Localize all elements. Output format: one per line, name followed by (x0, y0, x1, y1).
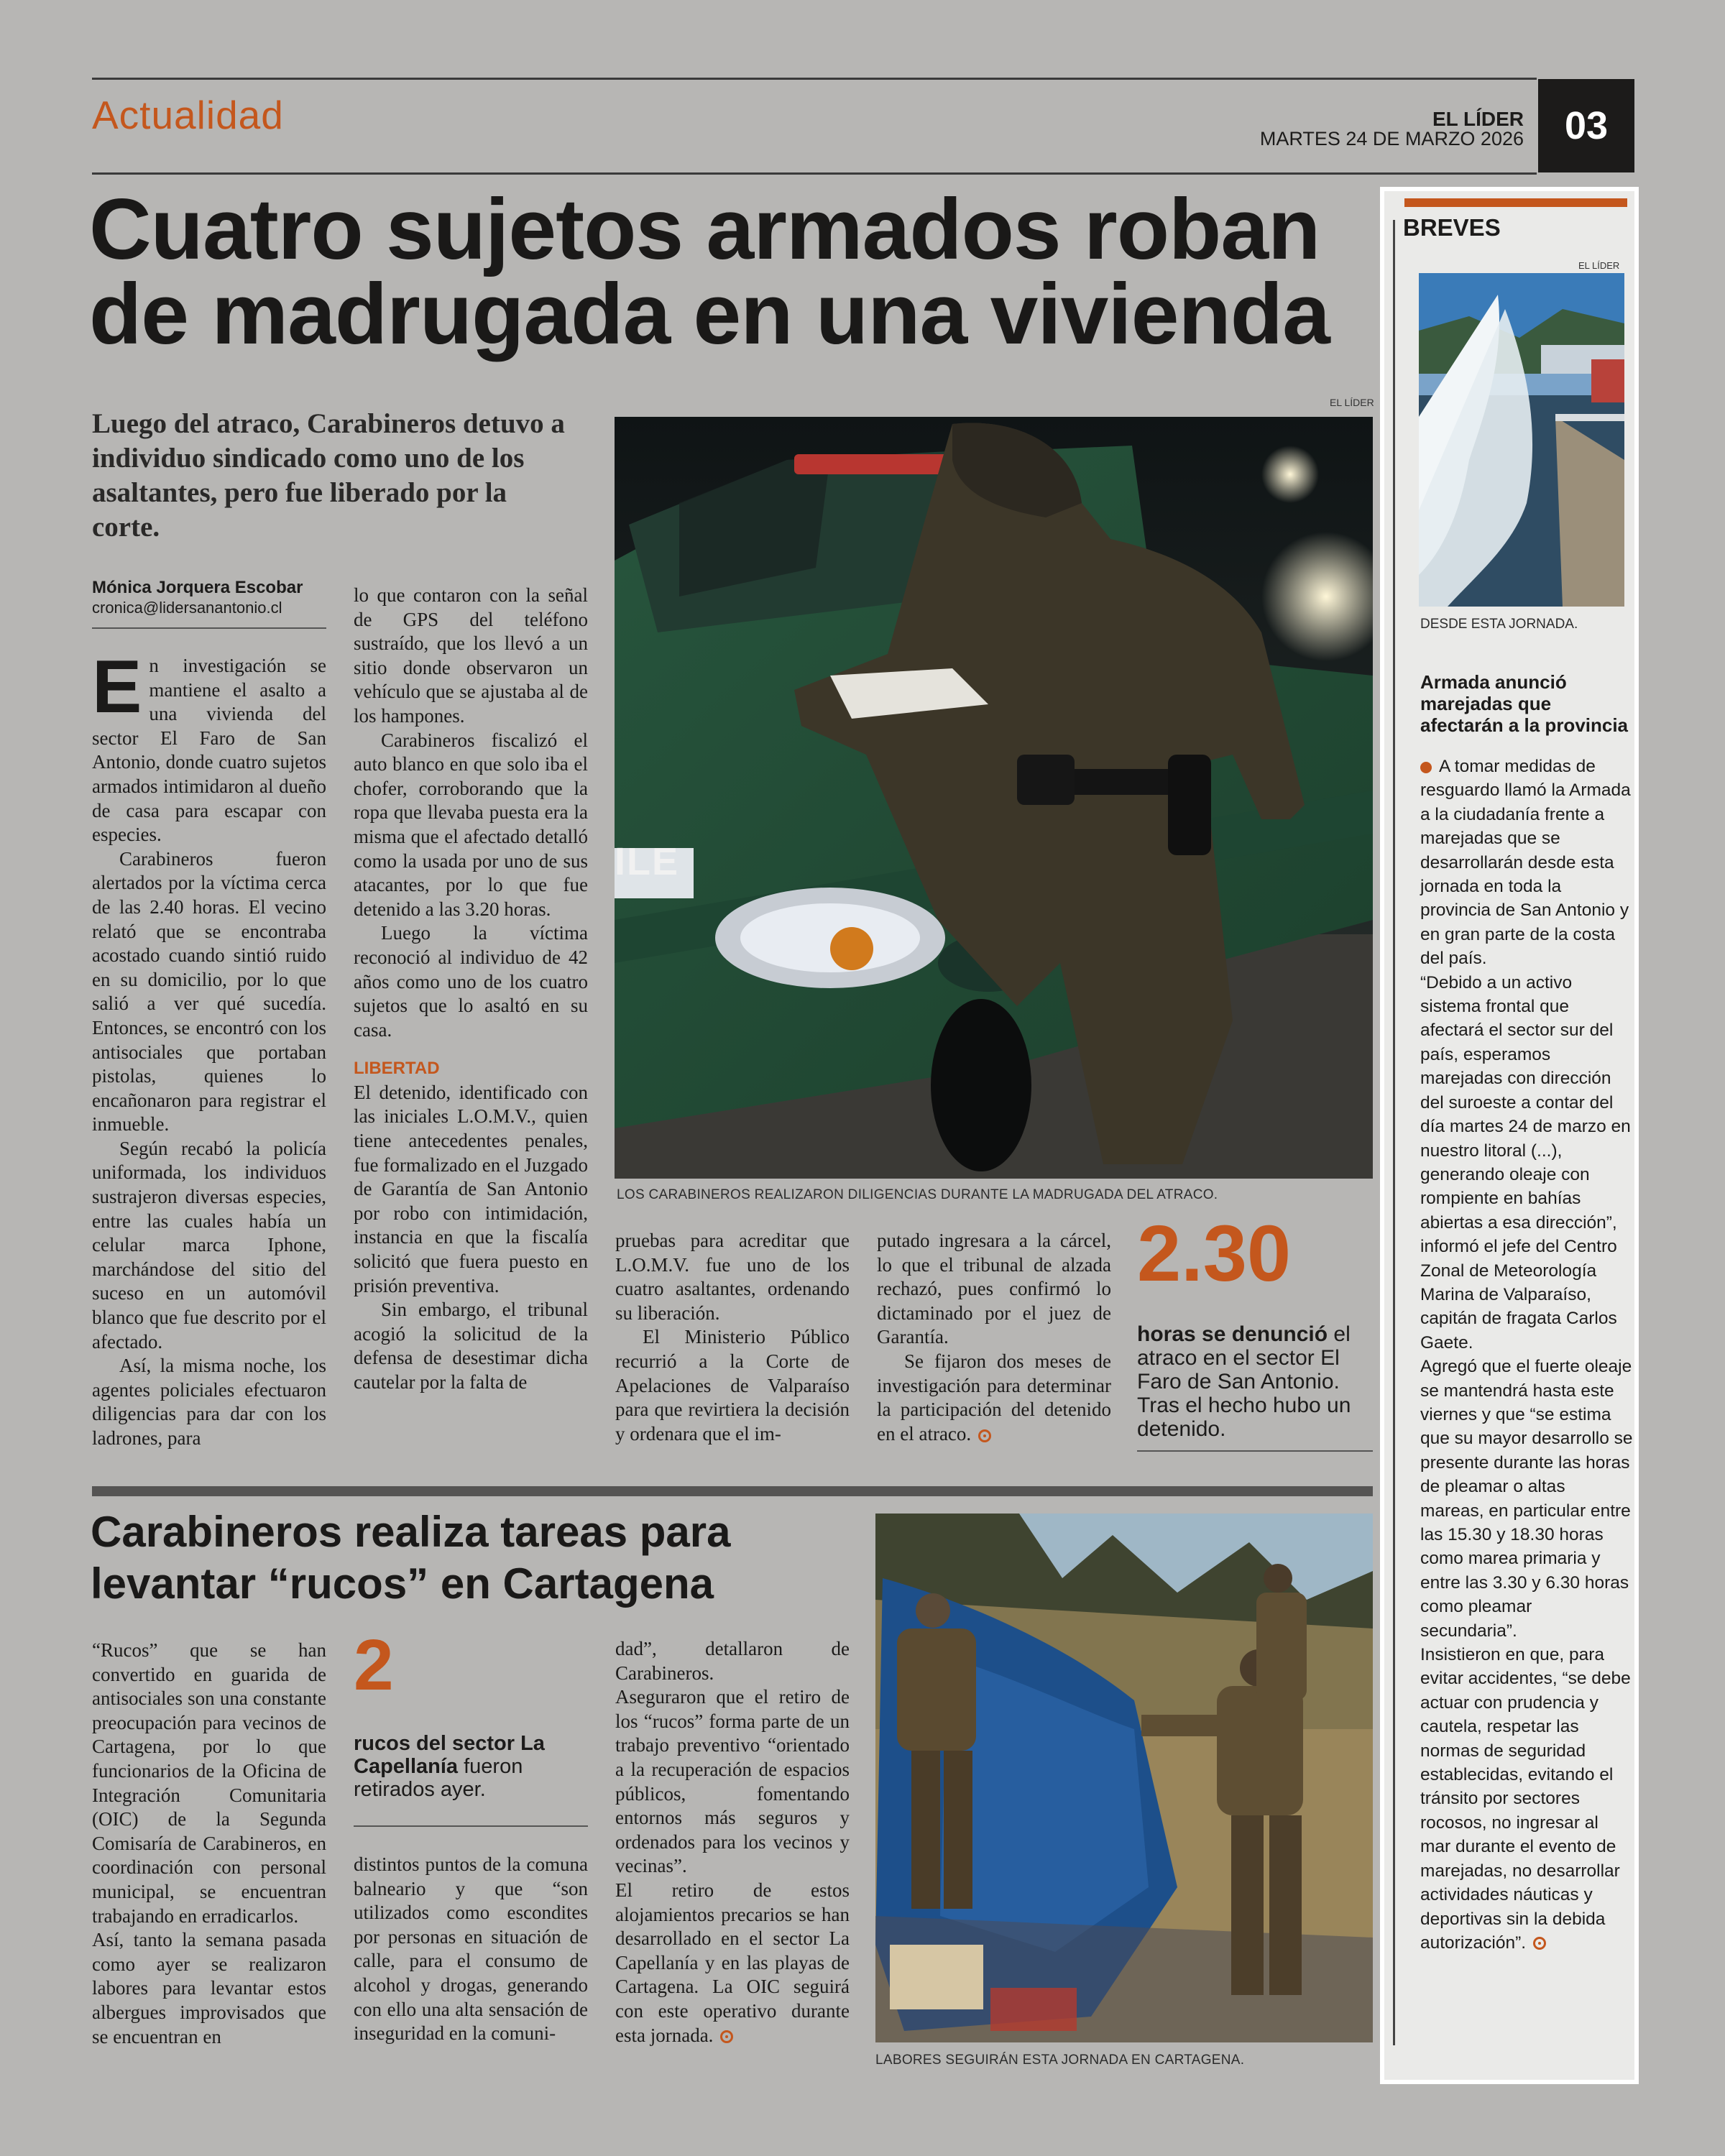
breves-photo (1419, 273, 1624, 607)
factoid-rule (1137, 1450, 1373, 1452)
second-paragraph-1: “Rucos” que se han convertido en guarida de antisociales son una constante preocupación para vecinos de Cartagena, por lo que funcionarios de la Oficina de Integración Comunitaria (OIC) de la Segunda Comisaría de Carabineros, en coordinación con personal municipal, se encuentran trabajando en erradicarlos. (92, 1639, 326, 1927)
byline-rule (92, 627, 326, 629)
paper-name: EL LÍDER (1432, 108, 1524, 130)
header-bottom-rule (92, 172, 1537, 175)
breves-paragraph-3: Agregó que el fuerte oleaje se mantendrá hasta este viernes y que “se estima que su mayor desarrollo se presente durante las horas de pleamar o altas mareas, en particular entre las 15.30 y 18.30 horas como marea primaria y entre las 3.30 y 6.30 horas como pleamar secundaria”. (1420, 1357, 1633, 1641)
breves-photo-caption: DESDE ESTA JORNADA. (1420, 617, 1578, 632)
main-paragraph-9: Sin embargo, el tribunal acogió la solicitud de la defensa de desestimar dicha cautelar por la falta de (354, 1299, 588, 1393)
second-headline-line-2: levantar “rucos” en Cartagena (91, 1560, 714, 1608)
breves-accent-bar (1404, 198, 1627, 207)
end-mark-icon (720, 2030, 733, 2043)
main-paragraph-3: Según recabó la policía uniformada, los individuos sustrajeron diversas especies, entre las cuales había un celular marca Iphone, marchándose del sitio del suceso en un automóvil blanco que fue descrito por el afectado. (92, 1137, 326, 1353)
byline-email: cronica@lidersanantonio.cl (92, 599, 282, 617)
second-col-2 (354, 1853, 588, 2046)
second-factoid-number: 2 (354, 1625, 394, 1705)
main-paragraph-4: Así, la misma noche, los agentes policiales efectuaron diligencias para dar con los ladrones, para (92, 1355, 326, 1449)
main-lead: Luego del atraco, Carabineros detuvo a individuo sindicado como uno de los asaltantes, pero fue liberado por la corte. (92, 408, 565, 543)
main-paragraph-10: pruebas para acreditar que L.O.M.V. fue uno de los cuatro asaltantes, ordenando su liberación. (615, 1230, 850, 1324)
top-rule (92, 78, 1537, 80)
second-photo (875, 1514, 1373, 2042)
breves-paragraph-2: “Debido a un activo sistema frontal que afectará el sector sur del país, esperamos marejadas con dirección del suroeste a contar del día martes 24 de marzo en nuestro litoral (...), generando oleaje con rompiente en bahías abiertas a esa dirección”, informó el jefe del Centro Zonal de Meteorología Marina de Valparaíso, capitán de fragata Carlos Gaete. (1420, 972, 1631, 1353)
main-col-1 (92, 645, 326, 1451)
main-photo-illustration (615, 417, 1373, 1179)
main-col-2 (354, 584, 588, 1395)
main-paragraph-7: Luego la víctima reconoció al individuo de 42 años como uno de los cuatro sujetos que lo asaltó en su casa. (354, 922, 588, 1041)
breves-body (1420, 755, 1633, 1955)
section-label: Actualidad (92, 93, 284, 137)
second-paragraph-5: Aseguraron que el retiro de los “rucos” forma parte de un trabajo preventivo “orientado a la recuperación de espacios públicos, fomentando entornos más seguros y ordenados para los vecinos y vecinas”. (615, 1686, 850, 1877)
byline-author: Mónica Jorquera Escobar (92, 578, 303, 597)
main-photo-plate-text: ILE (615, 840, 680, 883)
second-factoid-rule (354, 1825, 588, 1827)
second-factoid-text (354, 1732, 569, 1801)
second-paragraph-3: distintos puntos de la comuna balneario y que “son utilizados como escondites por personas en situación de calle, para el consumo de alcohol y drogas, generando con ello una alta sensación de inseguridad en la comuni- (354, 1853, 588, 2045)
main-paragraph-5: lo que contaron con la señal de GPS del teléfono sustraído, que los llevó a un sitio donde observaron un vehículo que se ajustaba al de los hampones. (354, 584, 588, 727)
bullet-dot-icon (1420, 762, 1432, 773)
main-headline-line-1: Cuatro sujetos armados roban (89, 181, 1320, 277)
main-factoid-number: 2.30 (1137, 1210, 1292, 1298)
second-photo-illustration (875, 1514, 1373, 2042)
end-mark-icon (1533, 1937, 1546, 1950)
main-headline (89, 181, 1330, 362)
main-paragraph-6: Carabineros fiscalizó el auto blanco en que solo iba el chofer, corroborando que la ropa que llevaba puesta era la misma que el afectado detalló como la usada por uno de sus atacantes, por lo que fue detenido a las 3.20 horas. (354, 729, 588, 920)
drop-cap: E (92, 645, 142, 729)
main-col-4 (877, 1229, 1111, 1446)
breves-sidebar (1380, 187, 1639, 2084)
second-photo-caption: LABORES SEGUIRÁN ESTA JORNADA EN CARTAGENA. (875, 2053, 1245, 2068)
main-factoid-rest: el atraco en el sector El Faro de San Antonio. Tras el hecho hubo un detenido. (1137, 1322, 1351, 1441)
end-mark-icon (978, 1429, 991, 1442)
breves-left-rule (1393, 220, 1395, 2045)
breves-photo-credit: EL LÍDER (1578, 260, 1620, 271)
main-paragraph-13: Se fijaron dos meses de investigación para determinar la participación del detenido en el atraco. (877, 1350, 1111, 1445)
main-paragraph-12: putado ingresara a la cárcel, lo que el tribunal de alzada rechazó, pues confirmó lo dictaminado por el juez de Garantía. (877, 1230, 1111, 1348)
breves-headline: Armada anunció marejadas que afectarán a la provincia (1420, 671, 1629, 736)
main-col-3 (615, 1229, 850, 1446)
second-col-3 (615, 1637, 850, 2047)
second-headline-line-1: Carabineros realiza tareas para (91, 1508, 731, 1556)
second-paragraph-4: dad”, detallaron de Carabineros. (615, 1638, 850, 1684)
story-divider (92, 1486, 1373, 1496)
main-photo-credit: EL LÍDER (1330, 397, 1374, 408)
breves-paragraph-1: A tomar medidas de resguardo llamó la Armada a la ciudadanía frente a marejadas que se desarrollarán desde esta jornada en toda la provincia de San Antonio y en gran parte de la costa del país. (1420, 757, 1631, 969)
second-headline (91, 1506, 730, 1610)
main-paragraph-1: n investigación se mantiene el asalto a una vivienda del sector El Faro de San Antonio, donde cuatro sujetos armados intimidaron al dueño de casa para escapar con especies. (92, 655, 326, 846)
second-factoid-rest: fueron retirados ayer. (354, 1755, 523, 1801)
main-photo-caption: LOS CARABINEROS REALIZARON DILIGENCIAS DURANTE LA MADRUGADA DEL ATRACO. (617, 1187, 1218, 1202)
issue-date: MARTES 24 DE MARZO 2026 (1259, 128, 1524, 149)
page-number: 03 (1538, 79, 1634, 172)
breves-label: BREVES (1403, 214, 1501, 241)
main-paragraph-11: El Ministerio Público recurrió a la Corte de Apelaciones de Valparaíso para que revirtiera la decisión y ordenara que el im- (615, 1326, 850, 1445)
breves-paragraph-4: Insistieron en que, para evitar accidentes, “se debe actuar con prudencia y cautela, respetar las normas de seguridad establecidas, evitando el tránsito por sectores rocosos, no ingresar al mar durante el evento de marejadas, no desarrollar actividades náuticas y deportivas sin la debida autorización”. (1420, 1645, 1631, 1953)
second-paragraph-2: Así, tanto la semana pasada como ayer se realizaron labores para levantar estos albergues improvisados que se encuentran en (92, 1929, 326, 2047)
second-paragraph-6: El retiro de estos alojamientos precarios se han desarrollado en el sector La Capellanía y en las playas de Cartagena. La OIC seguirá con este operativo durante esta jornada. (615, 1879, 850, 2046)
main-paragraph-2: Carabineros fueron alertados por la víctima cerca de las 2.40 horas. El vecino relató que se encontraba acostado cuando sintió ruido en su domicilio, por lo que salió a ver qué sucedía. Entonces, se encontró con los antisociales que portaban pistolas, quienes lo encañonaron para registrar el inmueble. (92, 847, 326, 1135)
main-factoid-text (1137, 1322, 1367, 1441)
second-factoid-bold: rucos del sector La Capellanía (354, 1732, 545, 1778)
main-photo (615, 417, 1373, 1179)
second-col-1 (92, 1639, 326, 2049)
main-paragraph-8: El detenido, identificado con las iniciales L.O.M.V., quien tiene antecedentes penales, fue formalizado en el Juzgado de Garantía de San Antonio por robo con intimidación, instancia en que la fiscalía solicitó que fuera puesto en prisión preventiva. (354, 1081, 588, 1296)
main-factoid-bold: horas se denunció (1137, 1322, 1328, 1346)
breves-photo-illustration (1419, 273, 1624, 607)
subhead-libertad: LIBERTAD (354, 1059, 440, 1079)
main-headline-line-2: de madrugada en una vivienda (89, 266, 1330, 362)
